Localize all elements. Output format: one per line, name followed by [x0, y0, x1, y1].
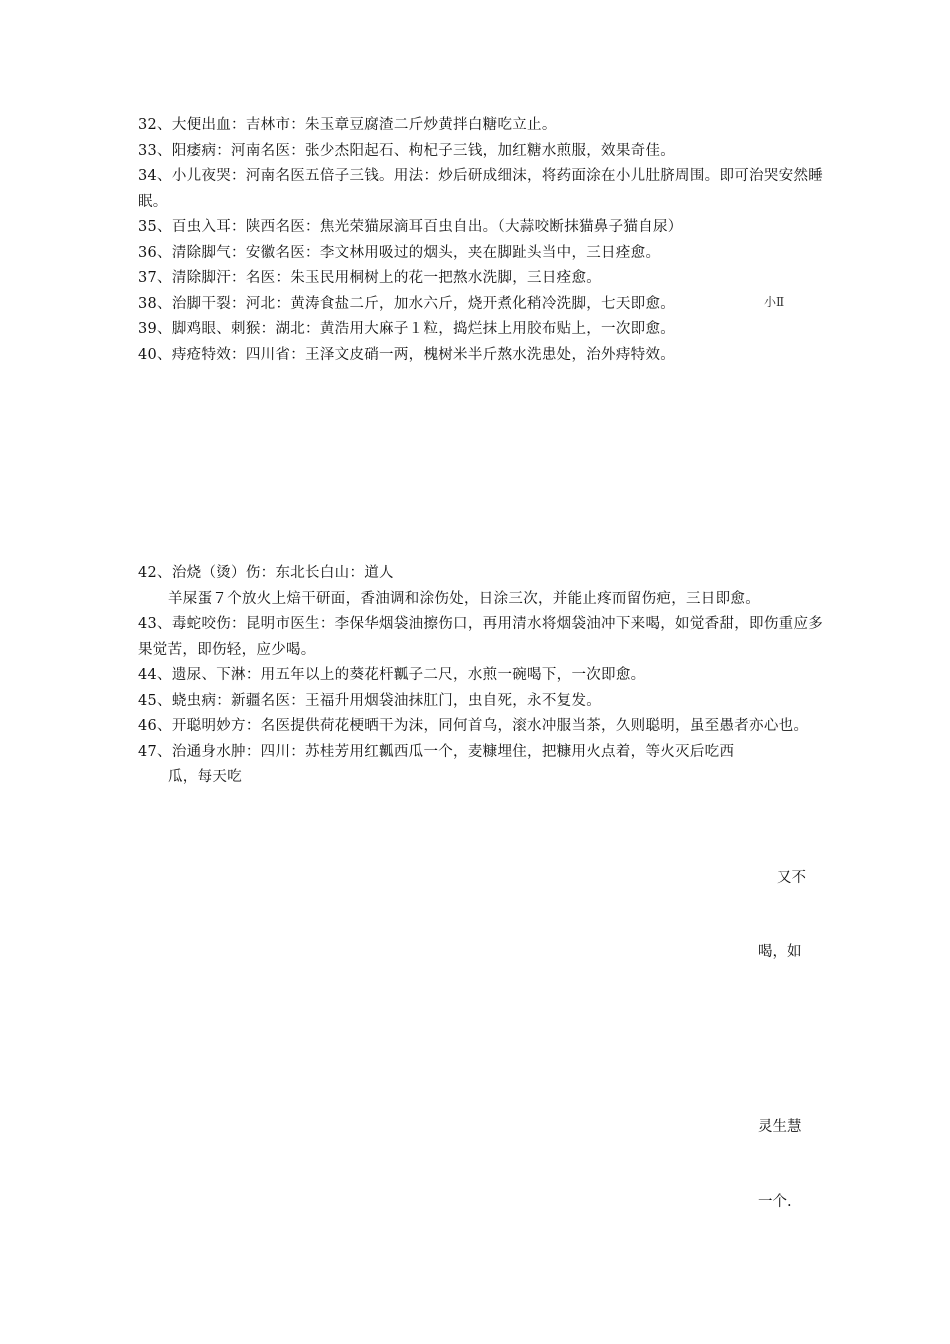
remedy-item-44: 44、遗尿、下淋：用五年以上的葵花杆瓤子二尺，水煎一碗喝下，一次即愈。	[138, 667, 646, 683]
remedy-item-37: 37、清除脚汗：名医：朱玉民用桐树上的花一把熬水洗脚，三日痊愈。	[138, 270, 602, 286]
remedy-item-38: 38、治脚干裂：河北：黄涛食盐二斤，加水六斤，烧开煮化稍冷洗脚，七天即愈。	[138, 295, 676, 312]
stray-fragment-yige: 一个.	[758, 1194, 792, 1210]
remedy-item-46: 46、开聪明妙方：名医提供荷花梗晒干为沫，同何首乌，滚水冲服当茶，久则聪明，虽至愚者亦心也。	[138, 718, 809, 734]
remedy-item-32: 32、大便出血：吉林市：朱玉章豆腐渣二斤炒黄拌白糖吃立止。	[138, 117, 557, 133]
remedy-item-36: 36、清除脚气：安徽名医：李文林用吸过的烟头，夹在脚趾头当中，三日痊愈。	[138, 244, 661, 261]
remedy-item-35: 35、百虫入耳：陕西名医：焦光荣猫尿滴耳百虫自出。（大蒜咬断抹猫鼻子猫自尿）	[138, 219, 683, 235]
remedy-item-39: 39、脚鸡眼、刺猴：湖北：黄浩用大麻子１粒，捣烂抹上用胶布贴上，一次即愈。	[138, 321, 676, 337]
remedy-item-40: 40、痔疮特效：四川省：王泽文皮硝一两，槐树米半斤熬水洗患处，治外痔特效。	[138, 346, 676, 363]
remedy-item-33: 33、阳痿病：河南名医：张少杰阳起石、枸杞子三钱，加红糖水煎服，效果奇佳。	[138, 142, 676, 159]
remedy-item-45: 45、蛲虫病：新疆名医：王福升用烟袋油抹肛门，虫自死，永不复发。	[138, 692, 602, 709]
remedy-item-42-body: 羊屎蛋７个放火上焙干研面，香油调和涂伤处，日涂三次，并能止疼而留伤疤，三日即愈。	[168, 590, 760, 607]
remedy-item-42-title: 42、治烧（烫）伤：东北长白山：道人	[138, 565, 394, 581]
remedy-item-34: 34、小儿夜哭：河南名医五倍子三钱。用法：炒后研成细沫，将药面涂在小儿肚脐周围。即可治哭安然睡眠。	[138, 168, 824, 210]
stray-fragment-lingshenghui: 灵生慧	[758, 1119, 802, 1135]
remedy-list-bottom	[138, 561, 828, 791]
remedy-list-top	[138, 113, 828, 368]
stray-fragment-youbu: 又不	[777, 870, 806, 886]
remedy-item-47-title: 47、治通身水肿：四川：苏桂芳用红瓤西瓜一个，麦糠埋住，把糠用火点着，等火灭后吃西	[138, 743, 735, 760]
remedy-item-47-continued: 瓜，每天吃	[168, 769, 242, 785]
stray-fragment-heru: 喝，如	[758, 944, 802, 960]
remedy-item-43: 43、毒蛇咬伤：昆明市医生：李保华烟袋油擦伤口，再用清水将烟袋油冲下来喝，如觉香甜，即伤重应多果觉苦，即伤轻，应少喝。	[138, 616, 824, 658]
stray-fragment-38: 小Ⅱ	[764, 295, 785, 309]
